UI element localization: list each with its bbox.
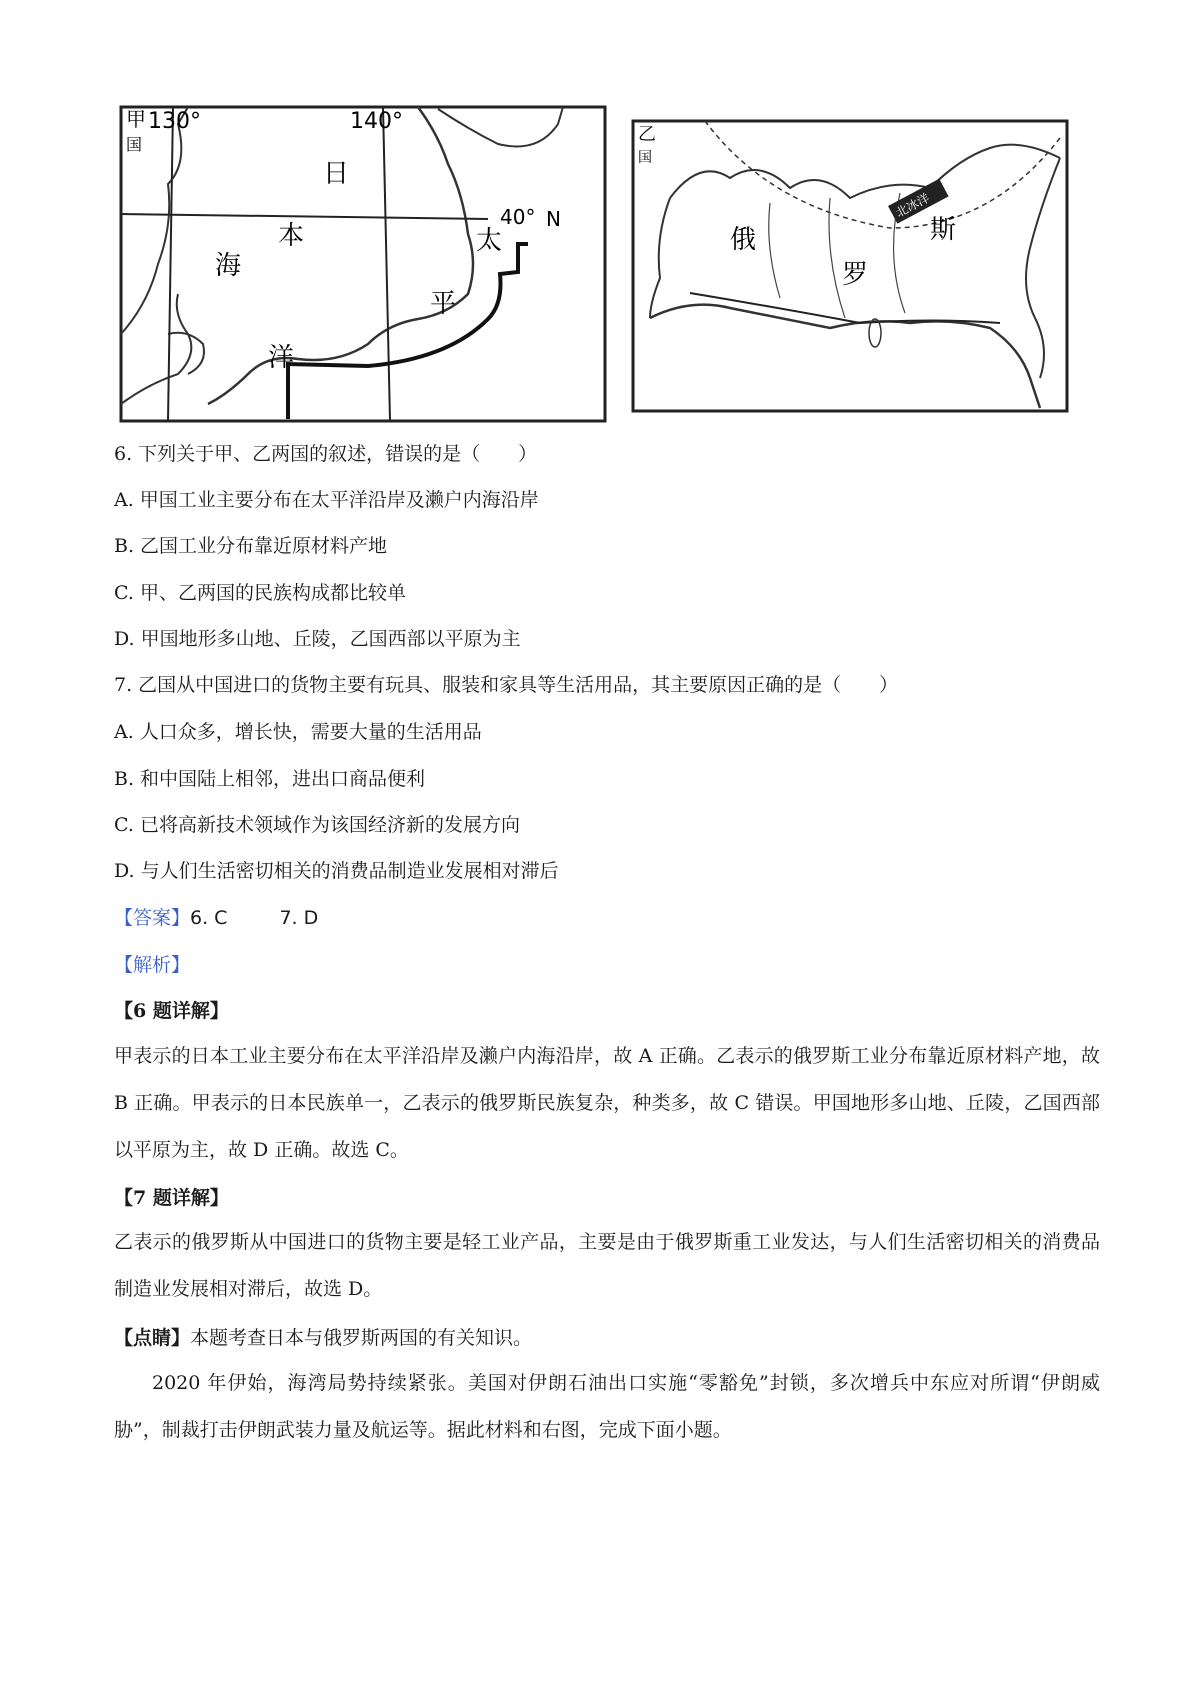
material-text: 2020 年伊始，海湾局势持续紧张。美国对伊朗石油出口实施“零豁免”封锁，多次增兵中东应对所谓“伊朗威胁”，制裁打击伊朗武装力量及航运等。据此材料和右图，完成下面小题。 bbox=[114, 1372, 1100, 1441]
answer-6: 6. C bbox=[190, 907, 228, 929]
q7-option-a: A. 人口众多，增长快，需要大量的生活用品 bbox=[114, 721, 482, 743]
answer-7: 7. D bbox=[279, 907, 319, 929]
label-hai: 海 bbox=[215, 251, 242, 281]
region-label: 北冰洋 bbox=[893, 190, 932, 221]
label-si: 斯 bbox=[930, 215, 957, 245]
q7-option-b: B. 和中国陆上相邻，进出口商品便利 bbox=[114, 768, 426, 790]
detail7-text: 乙表示的俄罗斯从中国进口的货物主要是轻工业产品，主要是由于俄罗斯重工业发达，与人们生活密切相关的消费品制造业发展相对滞后，故选 D。 bbox=[114, 1231, 1100, 1300]
map-jia-svg bbox=[118, 104, 608, 424]
point-text: 本题考查日本与俄罗斯两国的有关知识。 bbox=[190, 1327, 533, 1349]
map-jia-frame bbox=[121, 107, 605, 421]
answer-label: 【答案】 bbox=[114, 907, 191, 929]
label-140: 140° bbox=[350, 109, 403, 134]
label-40: 40° bbox=[500, 205, 536, 229]
analysis-label: 【解析】 bbox=[114, 954, 191, 976]
map-yi-svg bbox=[630, 118, 1070, 414]
answer-line bbox=[114, 905, 318, 931]
label-ping: 平 bbox=[430, 289, 457, 319]
label-yang: 洋 bbox=[268, 343, 295, 373]
label-tai: 太 bbox=[476, 226, 503, 256]
map-yi bbox=[630, 118, 1070, 414]
map-jia-country-2: 国 bbox=[126, 135, 143, 154]
q6-option-d: D. 甲国地形多山地、丘陵，乙国西部以平原为主 bbox=[114, 628, 521, 650]
point-label: 【点睛】 bbox=[114, 1327, 191, 1349]
maps-figure bbox=[118, 104, 1068, 424]
q6-option-c: C. 甲、乙两国的民族构成都比较单 bbox=[114, 582, 406, 604]
detail6-title: 【6 题详解】 bbox=[114, 1000, 229, 1022]
label-n: N bbox=[546, 207, 561, 231]
q7-option-d: D. 与人们生活密切相关的消费品制造业发展相对滞后 bbox=[114, 860, 559, 882]
label-ben: 本 bbox=[278, 221, 305, 251]
point-line bbox=[114, 1325, 532, 1351]
q6-stem: 6. 下列关于甲、乙两国的叙述，错误的是（ ） bbox=[114, 443, 538, 465]
map-yi-country-1: 乙 bbox=[638, 124, 656, 145]
label-130: 130° bbox=[148, 109, 201, 134]
map-yi-country-2: 国 bbox=[638, 150, 652, 166]
label-luo: 罗 bbox=[842, 260, 869, 290]
q6-option-a: A. 甲国工业主要分布在太平洋沿岸及濑户内海沿岸 bbox=[114, 489, 539, 511]
map-jia bbox=[118, 104, 608, 424]
q6-option-b: B. 乙国工业分布靠近原材料产地 bbox=[114, 535, 388, 557]
detail6-text: 甲表示的日本工业主要分布在太平洋沿岸及濑户内海沿岸，故 A 正确。乙表示的俄罗斯工业分布靠近原材料产地，故 B 正确。甲表示的日本民族单一，乙表示的俄罗斯民族复杂，种类多，故 C 错误。甲国地形多山地、丘陵，乙国西部以平原为主，故 D 正确。故选 C。 bbox=[114, 1045, 1100, 1161]
label-ri: 日 bbox=[323, 159, 350, 189]
detail7-title: 【7 题详解】 bbox=[114, 1187, 229, 1209]
label-e: 俄 bbox=[730, 225, 757, 255]
q7-stem: 7. 乙国从中国进口的货物主要有玩具、服装和家具等生活用品，其主要原因正确的是（ ） bbox=[114, 674, 899, 696]
q7-option-c: C. 已将高新技术领域作为该国经济新的发展方向 bbox=[114, 814, 520, 836]
map-jia-country-1: 甲 bbox=[126, 107, 146, 131]
